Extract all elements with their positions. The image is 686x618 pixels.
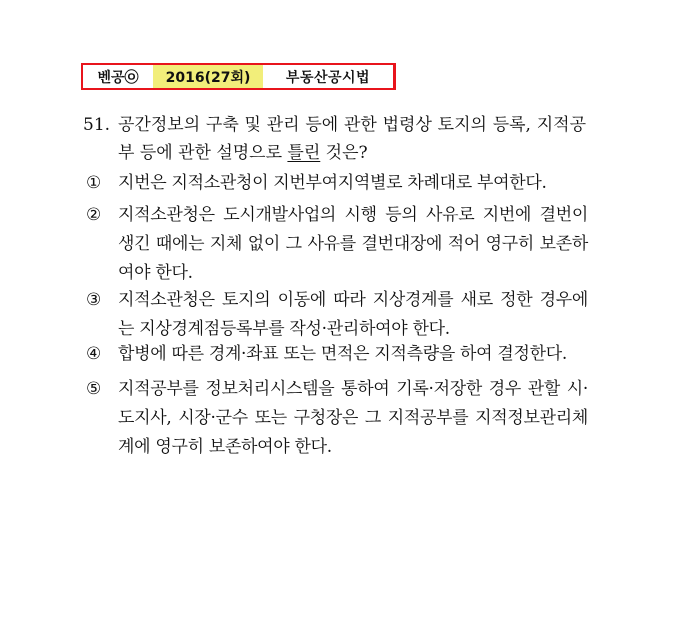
- answer-option-2: [86, 201, 588, 288]
- option-text: 지적소관청은 도시개발사업의 시행 등의 사유로 지번에 결번이 생긴 때에는 지체 없이 그 사유를 결번대장에 적어 영구히 보존하여야 한다.: [118, 205, 588, 283]
- answer-option-5: [86, 375, 588, 462]
- question-number: 51.: [83, 115, 111, 135]
- answer-option-3: [86, 286, 588, 344]
- option-mark: ④: [86, 344, 102, 364]
- question-text: [118, 111, 586, 167]
- exam-tag: 벤공㉧: [83, 65, 153, 88]
- exam-year: 2016(27회): [153, 65, 263, 88]
- question-text-before: 공간정보의 구축 및 관리 등에 관한 법령상 토지의 등록, 지적공부 등에 관한 설명으로: [118, 115, 586, 163]
- question-text-after: 것은?: [320, 143, 368, 163]
- option-mark: ③: [86, 290, 102, 310]
- exam-header: [81, 63, 396, 90]
- option-text: 합병에 따른 경계·좌표 또는 면적은 지적측량을 하여 결정한다.: [118, 344, 567, 364]
- option-text: 지적공부를 정보처리시스템을 통하여 기록·저장한 경우 관할 시·도지사, 시장·군수 또는 구청장은 그 지적공부를 지적정보관리체계에 영구히 보존하여야 한다.: [118, 379, 588, 457]
- answer-option-1: [86, 169, 588, 198]
- exam-subject: 부동산공시법: [263, 65, 393, 88]
- question-emphasis: 틀린: [287, 143, 321, 163]
- answer-option-4: [86, 340, 588, 369]
- option-text: 지번은 지적소관청이 지번부여지역별로 차례대로 부여한다.: [118, 173, 547, 193]
- option-text: 지적소관청은 토지의 이동에 따라 지상경계를 새로 정한 경우에는 지상경계점등록부를 작성·관리하여야 한다.: [118, 290, 588, 339]
- option-mark: ①: [86, 173, 102, 193]
- option-mark: ②: [86, 205, 102, 225]
- option-mark: ⑤: [86, 379, 102, 399]
